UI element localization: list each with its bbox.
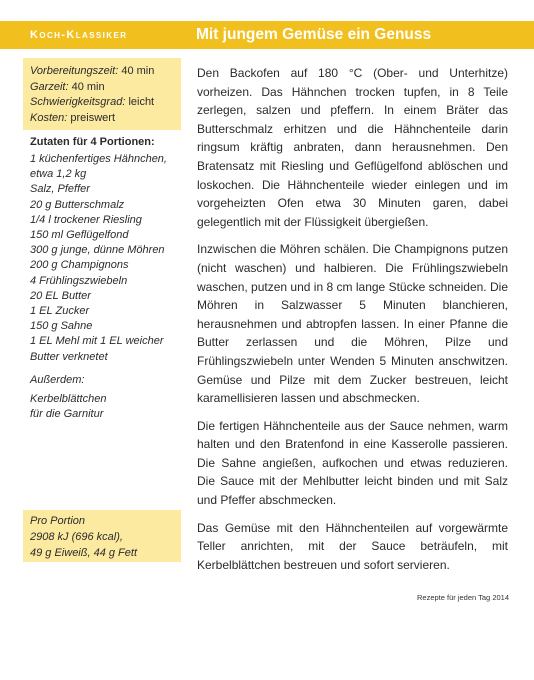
meta-label: Kosten: [30,111,68,124]
meta-prep-time [30,64,181,80]
ingredient-line: etwa 1,2 kg [30,168,87,181]
extra-heading: Außerdem: [30,373,85,386]
ingredient-line: 150 g Sahne [30,320,93,333]
meta-difficulty [30,95,181,111]
ingredient-line: 1 EL Mehl mit 1 EL weicher [30,335,164,348]
ingredient-line: 1 küchenfertiges Hähnchen, [30,153,167,165]
meta-cost [30,111,181,127]
ingredients-heading: Zutaten für 4 Portionen: [30,136,155,148]
meta-value: 40 min [121,65,155,77]
ingredient-line: 1/4 l trockener Riesling [30,213,142,226]
meta-label: Vorbereitungszeit: [30,65,119,77]
recipe-meta-box [23,58,181,130]
ingredient-line: 4 Frühlingszwiebeln [30,274,128,287]
spacer [30,365,185,373]
instruction-paragraph: Inzwischen die Möhren schälen. Die Champignons putzen (nicht waschen) und halbieren. Die Frühlingszwiebeln waschen, putzen und in 8 cm lange Stücke schneiden. Die Möhren in Salzwasser 5 Minuten blanchieren, herausnehmen und abtropfen lassen. In einer Pfanne die Butter zerlassen und die Möhren, Pilze und Frühlingszwiebeln unter Wenden 5 Minuten anschwitzen. Gemüse und Pilze mit dem Zucker bestreuen, leicht karamellisieren lassen und abschmecken. [197,242,508,406]
meta-label: Schwierigkeitsgrad: [30,96,126,108]
instruction-paragraph: Die fertigen Hähnchenteile aus der Sauce nehmen, warm halten und den Bratenfond in eine Kasserolle passieren. Die Sahne angießen, aufkochen und etwas reduzieren. Die Sauce mit der Mehlbutter leicht binden und mit Salz und Pfeffer abschmecken. [197,418,508,508]
meta-value: leicht [128,96,155,108]
ingredient-line: 150 ml Geflügelfond [30,229,129,242]
meta-cook-time [30,80,181,96]
extra-line: für die Garnitur [30,408,104,421]
ingredient-line: 20 g Butterschmalz [30,198,125,211]
ingredient-line: 1 EL Zucker [30,305,90,318]
header-bar [0,21,534,49]
ingredient-line: 200 g Champignons [30,259,129,272]
ingredients-list [30,134,185,422]
recipe-title: Mit jungem Gemüse ein Genuss [196,26,432,43]
ingredient-line: Salz, Pfeffer [30,183,90,196]
instruction-paragraph: Den Backofen auf 180 °C (Ober- und Unterhitze) vorheizen. Das Hähnchen trocken tupfen, in 8 Teile zerlegen, salzen und pfeffern. In einem Bräter das Butterschmalz erhitzen und die Hähnchenteile darin ringsum kräftig anbraten, dann herausnehmen. Den Bratensatz mit Riesling und Geflügelfond ablöschen und loskochen. Die Hähnchenteile wieder einlegen und im vorgeheizten Ofen etwa 30 Minuten garen, dabei gelegentlich mit der Flüssigkeit übergießen. [197,66,508,229]
footer-source: Rezepte für jeden Tag 2014 [416,593,509,602]
instruction-paragraph: Das Gemüse mit den Hähnchenteilen auf vorgewärmte Teller anrichten, mit der Sauce beträufeln, mit Kerbelblättchen bestreuen und sofort servieren. [197,520,508,572]
meta-value: 40 min [71,80,105,93]
nutrition-line: 2908 kJ (696 kcal), [30,531,123,543]
ingredient-line: 300 g junge, dünne Möhren [30,244,165,257]
meta-label: Garzeit: [30,80,69,93]
extra-line: Kerbelblättchen [30,393,107,406]
nutrition-box [23,510,181,562]
ingredient-line: 20 EL Butter [30,289,91,302]
section-label: Koch-Klassiker [30,29,128,41]
nutrition-heading: Pro Portion [30,515,86,527]
meta-value: preiswert [70,111,115,124]
nutrition-line: 49 g Eiweiß, 44 g Fett [30,547,137,559]
instructions [197,64,508,583]
ingredient-line: Butter verknetet [30,350,108,363]
